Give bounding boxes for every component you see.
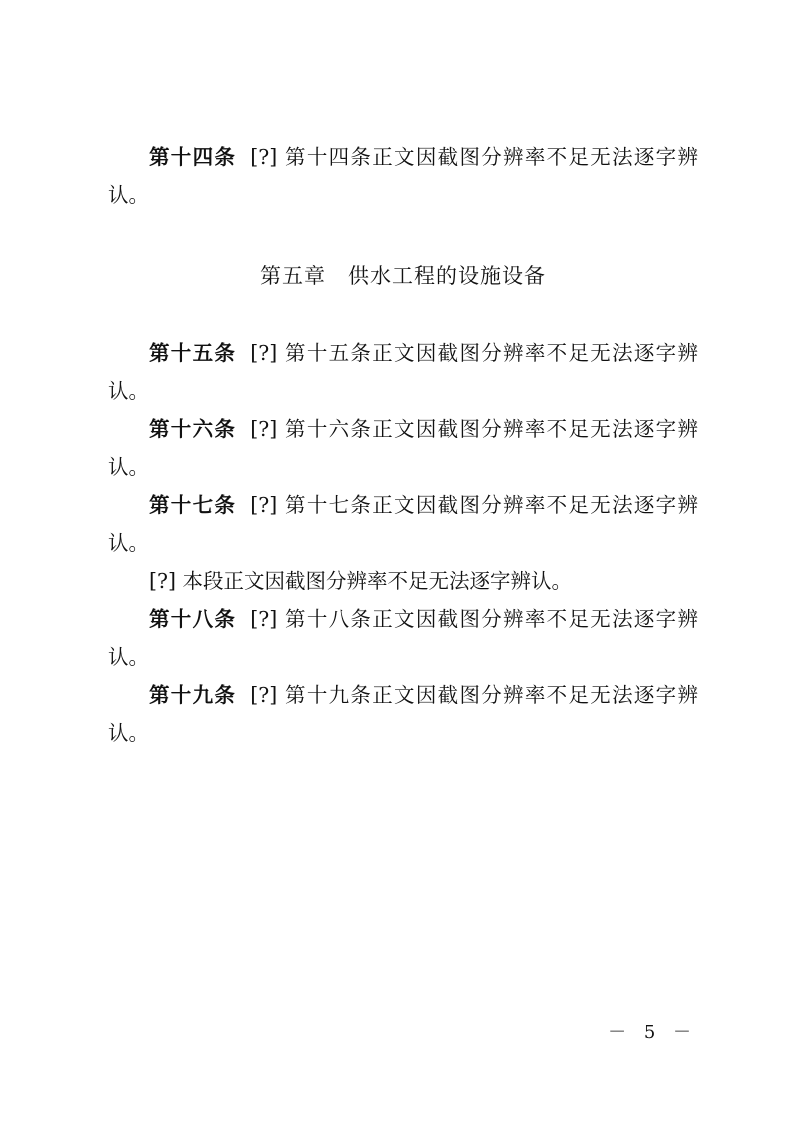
document-body xyxy=(108,138,698,752)
article-text: [?] 第十九条正文因截图分辨率不足无法逐字辨认。 xyxy=(108,683,698,745)
article-17-paragraph-2 xyxy=(108,562,698,600)
article-15 xyxy=(108,334,698,410)
article-19 xyxy=(108,676,698,752)
article-18 xyxy=(108,600,698,676)
article-text: [?] 第十七条正文因截图分辨率不足无法逐字辨认。 xyxy=(108,493,698,555)
article-text: [?] 第十四条正文因截图分辨率不足无法逐字辨认。 xyxy=(108,145,698,207)
article-label: 第十七条 xyxy=(149,493,237,517)
article-label: 第十四条 xyxy=(149,145,237,169)
article-14 xyxy=(108,138,698,214)
article-text: [?] 本段正文因截图分辨率不足无法逐字辨认。 xyxy=(149,569,573,593)
article-text: [?] 第十八条正文因截图分辨率不足无法逐字辨认。 xyxy=(108,607,698,669)
article-17 xyxy=(108,486,698,562)
page-number: － 5 － xyxy=(608,1022,697,1043)
article-label: 第十六条 xyxy=(149,417,237,441)
article-text: [?] 第十六条正文因截图分辨率不足无法逐字辨认。 xyxy=(108,417,698,479)
article-label: 第十五条 xyxy=(149,341,237,365)
chapter-title: 第五章 供水工程的设施设备 xyxy=(260,264,546,288)
article-label: 第十九条 xyxy=(149,683,237,707)
article-text: [?] 第十五条正文因截图分辨率不足无法逐字辨认。 xyxy=(108,341,698,403)
article-label: 第十八条 xyxy=(149,607,237,631)
article-16 xyxy=(108,410,698,486)
